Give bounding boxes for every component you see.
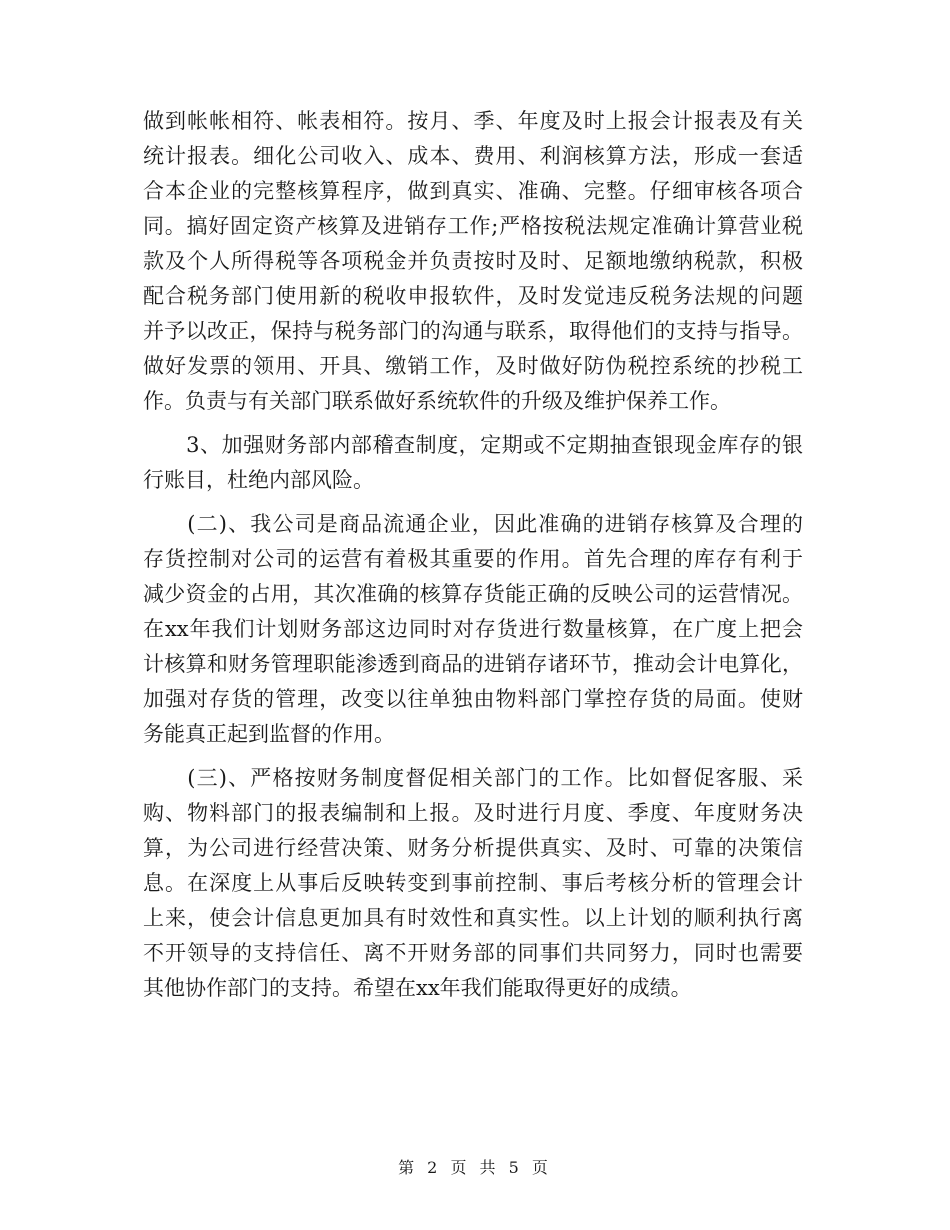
text-line: 并予以改正，保持与税务部门的沟通与联系，取得他们的支持与指导。	[143, 319, 803, 343]
text-line: 做好发票的领用、开具、缴销工作，及时做好防伪税控系统的抄税工	[143, 354, 803, 378]
text-line: 算，为公司进行经营决策、财务分析提供真实、及时、可靠的决策信	[143, 836, 803, 860]
text-line: 其他协作部门的支持。希望在xx年我们能取得更好的成绩。	[143, 976, 692, 1000]
text-line: 购、物料部门的报表编制和上报。及时进行月度、季度、年度财务决	[143, 801, 803, 825]
text-line: 息。在深度上从事后反映转变到事前控制、事后考核分析的管理会计	[143, 871, 803, 895]
text-line: 3、加强财务部内部稽查制度，定期或不定期抽查银现金库存的银	[143, 433, 803, 457]
text-line: 不开领导的支持信任、离不开财务部的同事们共同努力，同时也需要	[143, 941, 803, 965]
paragraph-internal-audit	[143, 428, 803, 498]
text-line: 同。搞好固定资产核算及进销存工作;严格按税法规定准确计算营业税	[143, 214, 803, 238]
text-line: 款及个人所得税等各项税金并负责按时及时、足额地缴纳税款，积极	[143, 249, 803, 273]
text-line: 合本企业的完整核算程序，做到真实、准确、完整。仔细审核各项合	[143, 179, 803, 203]
text-line: 行账目，杜绝内部风险。	[143, 468, 374, 492]
text-line: (三)、严格按财务制度督促相关部门的工作。比如督促客服、采	[143, 766, 803, 790]
page-number-footer: 第 2 页 共 5 页	[398, 1158, 552, 1177]
text-line: (二)、我公司是商品流通企业，因此准确的进销存核算及合理的	[143, 512, 803, 536]
text-line: 计核算和财务管理职能渗透到商品的进销存诸环节，推动会计电算化，	[143, 652, 803, 676]
text-line: 在xx年我们计划财务部这边同时对存货进行数量核算，在广度上把会	[143, 617, 803, 641]
paragraph-inventory-control	[143, 507, 803, 752]
document-body	[143, 104, 803, 1015]
text-line: 务能真正起到监督的作用。	[143, 722, 395, 746]
paragraph-department-supervision	[143, 761, 803, 1006]
text-line: 做到帐帐相符、帐表相符。按月、季、年度及时上报会计报表及有关	[143, 109, 803, 133]
text-line: 统计报表。细化公司收入、成本、费用、利润核算方法，形成一套适	[143, 144, 803, 168]
text-line: 配合税务部门使用新的税收申报软件，及时发觉违反税务法规的问题	[143, 284, 803, 308]
text-line: 减少资金的占用，其次准确的核算存货能正确的反映公司的运营情况。	[143, 582, 803, 606]
text-line: 存货控制对公司的运营有着极其重要的作用。首先合理的库存有利于	[143, 547, 803, 571]
text-line: 加强对存货的管理，改变以往单独由物料部门掌控存货的局面。使财	[143, 687, 803, 711]
paragraph-accounting-duties	[143, 104, 803, 419]
text-line: 作。负责与有关部门联系做好系统软件的升级及维护保养工作。	[143, 389, 731, 413]
text-line: 上来，使会计信息更加具有时效性和真实性。以上计划的顺利执行离	[143, 906, 803, 930]
